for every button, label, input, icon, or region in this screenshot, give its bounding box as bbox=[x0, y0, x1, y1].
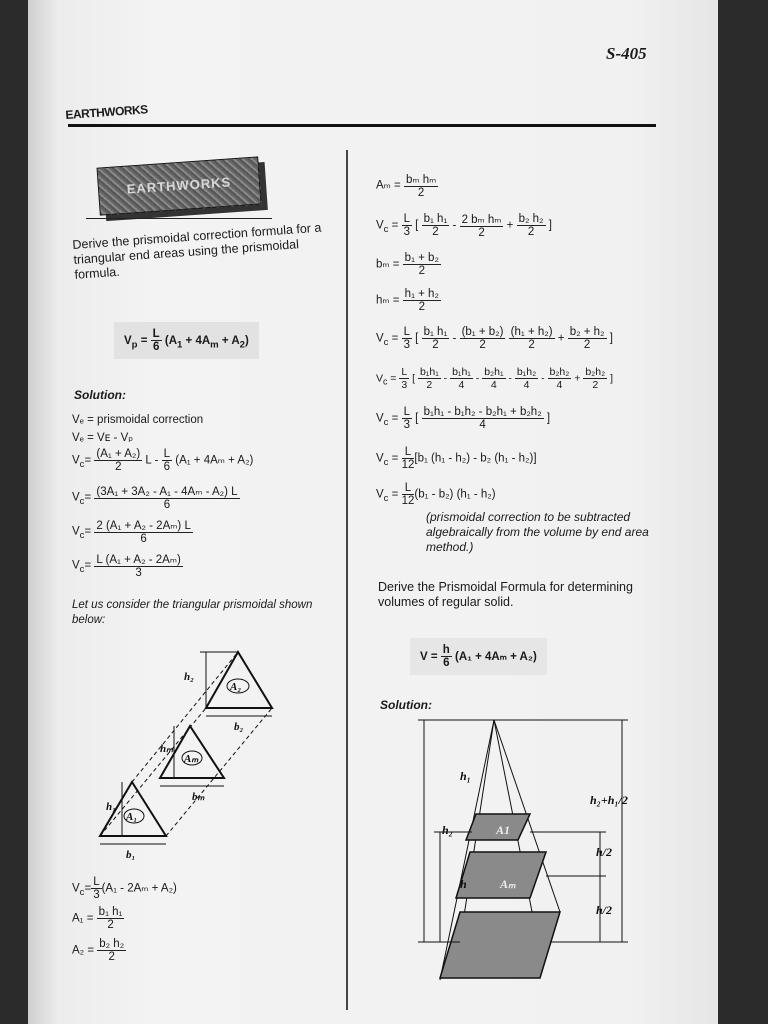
equation-bm: bₘ = $\frac{\text{b₁ + b₂}}{2}$ bbox=[376, 252, 439, 277]
label-A2: A₂ bbox=[230, 681, 242, 693]
section-banner bbox=[97, 156, 262, 215]
equation-a1: A₁ = $\frac{\text{b₁ h₁}}{2}$ bbox=[72, 906, 123, 931]
equation-vc-1: $V_c$ = $\frac{L}{3}$ [ $\frac{\text{b₁ h₁}}{2}$ - $\frac{\text{2 bₘ hₘ}}{2}$ + $\frac{\text{b₂ h₂}}{2}$ ] bbox=[376, 213, 552, 239]
label-pyr-h1: h₁ bbox=[460, 769, 471, 783]
label-hm: hₘ bbox=[160, 743, 173, 755]
question-prismoidal-correction: Derive the prismoidal correction formula for a triangular end areas using the prismoidal formula. bbox=[72, 220, 322, 282]
solution-label-left: Solution: bbox=[74, 388, 126, 402]
solution-label-right: Solution: bbox=[380, 698, 432, 712]
equation-vc-triangle: $V_c=$ $\frac{L}{3}$ (A₁ - 2Aₘ + A₂) bbox=[72, 876, 177, 901]
banner-underline bbox=[86, 218, 272, 219]
equation-vc-4: $V_c$ = $\frac{L}{3}$ [ $\frac{\text{b₁h₁ - b₁h₂ - b₂h₁ + b₂h₂}}{4}$ ] bbox=[376, 406, 551, 431]
line-vc-diff: Vₑ = Vᴇ - Vₚ bbox=[72, 432, 134, 444]
label-pyr-A1: A1 bbox=[496, 823, 511, 837]
header-rule bbox=[68, 124, 656, 127]
equation-vc-expand: $V_c=$ $\frac{\text{(A₁ + A₂)}}{2}$ L - $\frac{L}{6}$ (A₁ + 4Aₘ + A₂) bbox=[72, 448, 254, 473]
label-h2: h₂ bbox=[184, 671, 194, 683]
banner-text: EARTHWORKS bbox=[126, 174, 232, 197]
triangular-prismoid-diagram bbox=[88, 640, 348, 870]
pyramid-frustum-diagram bbox=[400, 712, 660, 992]
consider-text: Let us consider the triangular prismoidal shown below: bbox=[72, 599, 313, 626]
label-pyr-Am: Aₘ bbox=[500, 877, 516, 891]
page-number: S-405 bbox=[606, 44, 647, 63]
equation-vc-6: $V_c$ = $\frac{L}{12}$ (b₁ - b₂) (h₁ - h₂) bbox=[376, 482, 496, 507]
textbook-page bbox=[28, 0, 718, 1024]
equation-vc-simplify: $V_c=$ $\frac{\text{2 (A₁ + A₂ - 2Aₘ) L}}{6}$ bbox=[72, 520, 191, 545]
label-pyr-h2: h₂ bbox=[442, 823, 453, 837]
equation-hm: hₘ = $\frac{\text{h₁ + h₂}}{2}$ bbox=[376, 288, 439, 313]
column-divider bbox=[346, 150, 348, 1010]
question-prismoidal-formula: Derive the Prismoidal Formula for determining volumes of regular solid. bbox=[378, 580, 633, 609]
label-pyr-h2a: h/2 bbox=[596, 845, 613, 859]
prismoidal-formula: $V_p$ = $\frac{L}{6}$ $(A_1 + 4A_m + A_2)$ bbox=[114, 322, 259, 359]
label-pyr-h2b: h/2 bbox=[596, 903, 613, 917]
label-pyr-h: h bbox=[460, 877, 467, 891]
equation-am: Aₘ = $\frac{\text{bₘ hₘ}}{2}$ bbox=[376, 174, 437, 199]
section-title: EARTHWORKS bbox=[65, 102, 149, 122]
end-triangle-2 bbox=[206, 652, 272, 708]
equation-vc-final: $V_c=$ $\frac{\text{L (A₁ + A₂ - 2Aₘ)}}{3}$ bbox=[72, 554, 181, 579]
label-bm: bₘ bbox=[192, 791, 205, 803]
equation-vc-3: $V_c$ = $\frac{L}{3}$ [ $\frac{\text{b₁h₁}}{2}$ - $\frac{\text{b₁h₁}}{4}$ - $\frac{\text{b₂h₁}}{4}$ - $\frac{\text{b₁h₂}}{4}$ - $\frac{\text{b₂h₂}}{4}$ + $\frac{\text{b₂h₂}}{2}$ ] bbox=[376, 366, 613, 391]
prismoidal-formula-2: V = $\frac{h}{6}$ (A₁ + 4Aₘ + A₂) bbox=[410, 638, 547, 675]
label-h1: h₁ bbox=[106, 801, 116, 813]
equation-vc-5: $V_c$ = $\frac{L}{12}$ [b₁ (h₁ - h₂) - b₂ (h₁ - h₂)] bbox=[376, 446, 537, 471]
equation-a2: A₂ = $\frac{\text{b₂ h₂}}{2}$ bbox=[72, 938, 125, 963]
line-vc-def: Vₑ = prismoidal correction bbox=[72, 414, 204, 426]
equation-vc-combine: $V_c=$ $\frac{\text{(3A₁ + 3A₂ - A₁ - 4Aₘ - A₂) L}}{6}$ bbox=[72, 486, 238, 511]
label-A1: A₁ bbox=[126, 811, 138, 823]
label-Am: Aₘ bbox=[184, 753, 199, 765]
label-pyr-h2h1: h₂+h₁/2 bbox=[590, 793, 628, 807]
label-b2: b₂ bbox=[234, 721, 244, 733]
correction-note: (prismoidal correction to be subtracted algebraically from the volume by end area method.) bbox=[426, 510, 649, 554]
label-b1: b₁ bbox=[126, 849, 136, 861]
equation-vc-2: $V_c$ = $\frac{L}{3}$ [ $\frac{\text{b₁ h₁}}{2}$ - $\frac{\text{(b₁ + b₂)}}{2}$ $\frac{\text{(h₁ + h₂)}}{2}$ + $\frac{\text{b₂ + h₂}}{2}$ ] bbox=[376, 326, 613, 351]
